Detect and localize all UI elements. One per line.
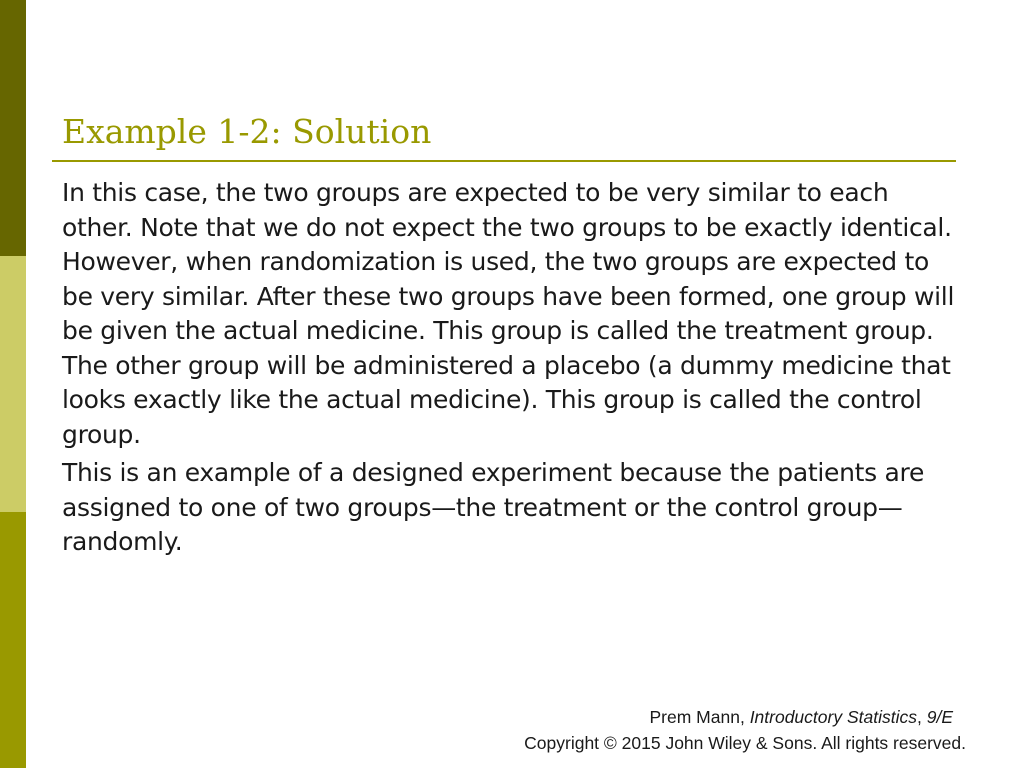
footer-edition: 9/E — [926, 707, 953, 727]
footer-author: Prem Mann, — [649, 707, 750, 727]
footer-separator: , — [916, 707, 927, 727]
slide-footer — [524, 704, 966, 756]
body-paragraph-2: This is an example of a designed experiment because the patients are assigned to one of two groups—the treatment or the control group—randomly. — [62, 458, 925, 556]
title-underline — [52, 160, 956, 162]
sidebar-band-middle — [0, 256, 26, 512]
footer-citation — [524, 704, 966, 730]
sidebar-band-top — [0, 0, 26, 256]
footer-book-title: Introductory Statistics — [749, 707, 917, 727]
body-paragraph-1: In this case, the two groups are expected to be very similar to each other. Note that we do not expect the two groups to be exactly identical. However, when randomization is used, the two groups are expected to be very similar. After these two groups have been formed, one group will be given the actual medicine. This group is called the treatment group. The other group will be administered a placebo (a dummy medicine that looks exactly like the actual medicine). This group is called the control group. — [62, 178, 955, 449]
slide-body — [62, 176, 962, 564]
footer-copyright: Copyright © 2015 John Wiley & Sons. All rights reserved. — [524, 733, 966, 753]
sidebar-band-bottom — [0, 512, 26, 768]
slide-title: Example 1-2: Solution — [62, 112, 432, 151]
